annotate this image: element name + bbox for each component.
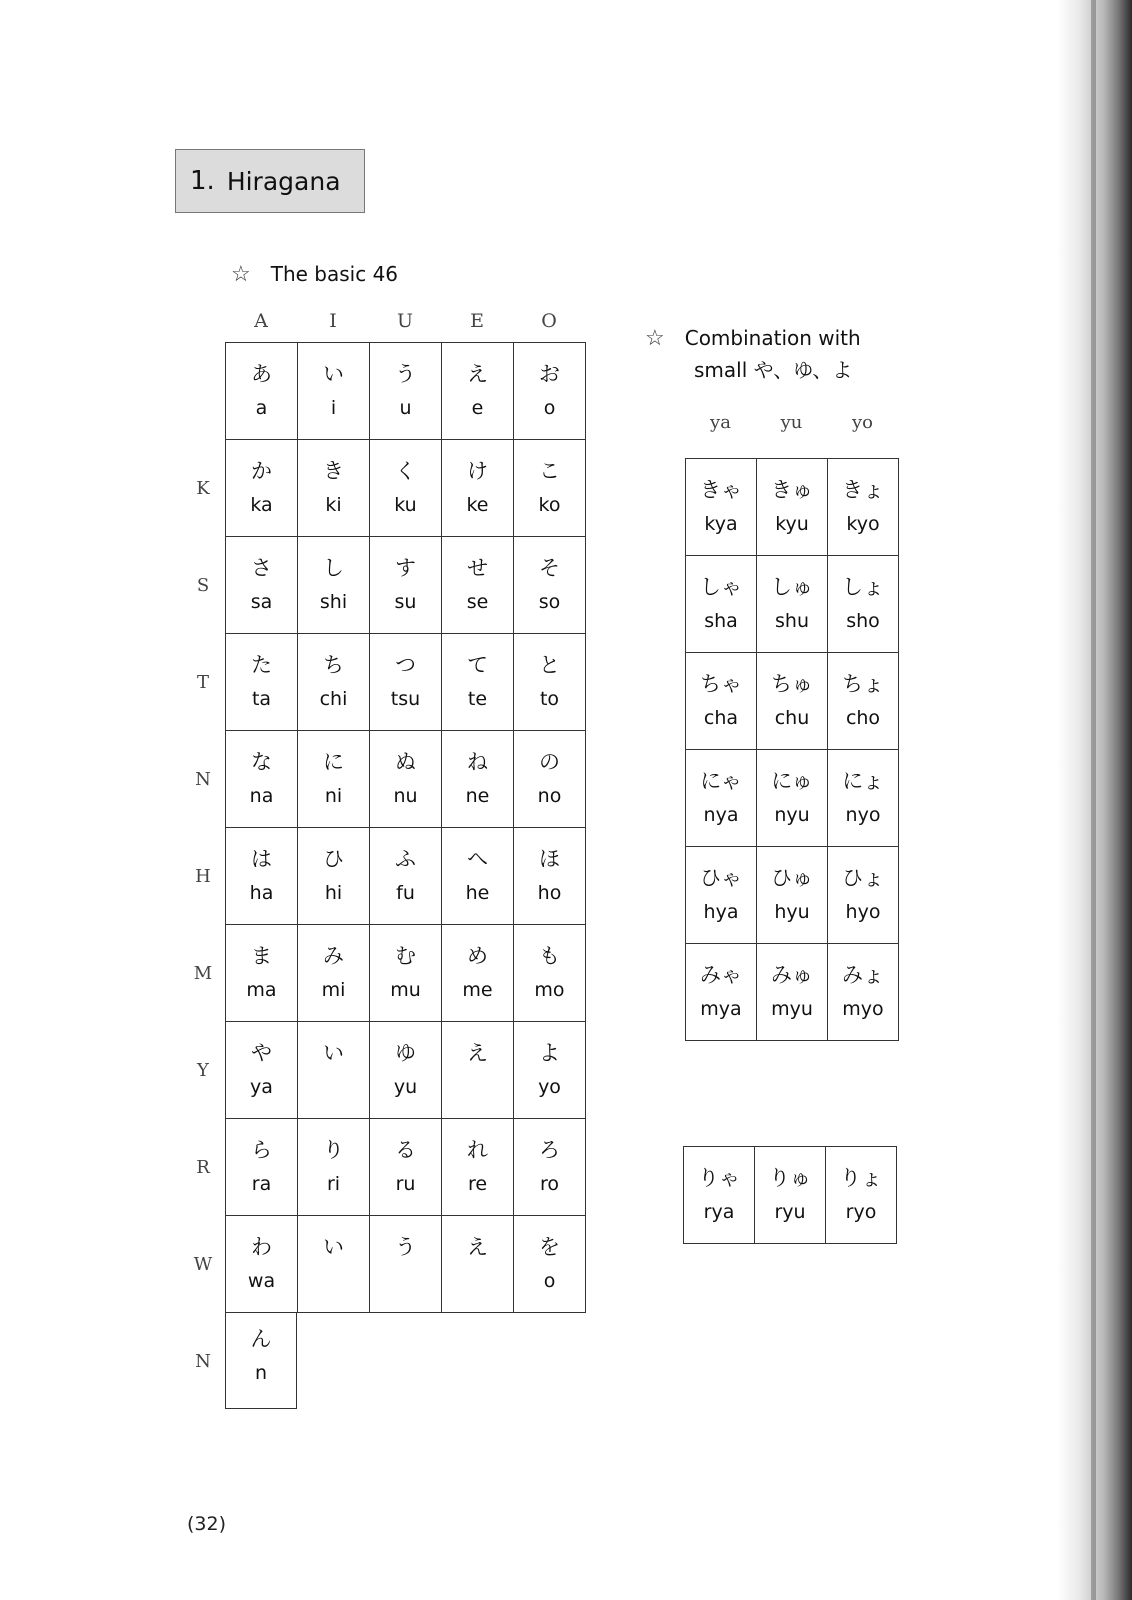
kana-cell bbox=[442, 828, 514, 925]
kana-cell bbox=[828, 653, 899, 750]
table-row bbox=[226, 925, 586, 1022]
romaji-label: to bbox=[539, 688, 560, 710]
kana-char: ん bbox=[250, 1327, 272, 1351]
kana-char: きゃ bbox=[700, 478, 742, 502]
kana-char: へ bbox=[467, 847, 488, 871]
kana-cell bbox=[757, 459, 828, 556]
kana-char: ちゅ bbox=[771, 672, 813, 696]
kana-char: も bbox=[539, 944, 560, 968]
kana-cell bbox=[514, 1119, 586, 1216]
kana-char: り bbox=[323, 1138, 344, 1162]
table-row bbox=[686, 556, 899, 653]
row-label: K bbox=[196, 478, 210, 499]
kana-cell bbox=[442, 537, 514, 634]
kana-char: ちゃ bbox=[700, 672, 742, 696]
kana-cell bbox=[514, 634, 586, 731]
kana-char: け bbox=[467, 459, 488, 483]
column-header: A bbox=[254, 310, 268, 332]
kana-char: む bbox=[395, 944, 416, 968]
kana-cell bbox=[514, 731, 586, 828]
kana-char: りゃ bbox=[698, 1166, 740, 1190]
kana-char: わ bbox=[251, 1235, 272, 1259]
page-edge bbox=[1091, 0, 1096, 1600]
kana-cell bbox=[514, 440, 586, 537]
star-icon: ☆ bbox=[645, 326, 665, 351]
kana-cell bbox=[826, 1147, 897, 1244]
kana-char: りゅ bbox=[769, 1166, 811, 1190]
kana-char: ひょ bbox=[842, 866, 884, 890]
kana-cell bbox=[686, 653, 757, 750]
row-label: N bbox=[195, 1351, 211, 1372]
romaji-label: sha bbox=[704, 610, 738, 632]
romaji-label: su bbox=[394, 591, 417, 613]
kana-cell bbox=[442, 1119, 514, 1216]
kana-cell bbox=[442, 731, 514, 828]
kana-char: く bbox=[395, 459, 416, 483]
kana-cell bbox=[370, 1119, 442, 1216]
kana-cell bbox=[226, 537, 298, 634]
column-header: E bbox=[470, 310, 484, 332]
kana-cell bbox=[298, 634, 370, 731]
romaji-label: a bbox=[255, 397, 268, 419]
romaji-label: sho bbox=[846, 610, 880, 632]
kana-cell bbox=[757, 556, 828, 653]
romaji-label: he bbox=[465, 882, 490, 904]
kana-cell bbox=[828, 556, 899, 653]
kana-cell bbox=[226, 731, 298, 828]
romaji-label: mya bbox=[700, 998, 742, 1020]
romaji-label: sa bbox=[250, 591, 273, 613]
basic-hiragana-table bbox=[225, 342, 586, 1313]
kana-cell bbox=[226, 1022, 298, 1119]
kana-char: みょ bbox=[842, 963, 884, 987]
star-icon: ☆ bbox=[231, 262, 251, 287]
kana-char: る bbox=[395, 1138, 416, 1162]
kana-char: え bbox=[467, 362, 488, 386]
romaji-label: ma bbox=[246, 979, 277, 1001]
kana-cell bbox=[442, 1216, 514, 1313]
romaji-label: nya bbox=[703, 804, 739, 826]
row-label: W bbox=[193, 1254, 213, 1275]
kana-char: ぬ bbox=[395, 750, 416, 774]
romaji-label: re bbox=[467, 1173, 488, 1195]
kana-cell bbox=[370, 1216, 442, 1313]
kana-char: みゃ bbox=[700, 963, 742, 987]
romaji-label: myo bbox=[842, 998, 884, 1020]
romaji-label: mi bbox=[321, 979, 346, 1001]
romaji-label: yo bbox=[538, 1076, 561, 1098]
combination-table bbox=[685, 458, 899, 1041]
section-number: 1. bbox=[190, 166, 215, 196]
romaji-label: ki bbox=[325, 494, 342, 516]
romaji-label: shu bbox=[775, 610, 809, 632]
kana-cell bbox=[757, 750, 828, 847]
kana-char: て bbox=[467, 653, 488, 677]
romaji-label: u bbox=[399, 397, 412, 419]
romaji-label: ta bbox=[251, 688, 272, 710]
kana-cell bbox=[226, 343, 298, 440]
kana-char: きょ bbox=[842, 478, 884, 502]
romaji-label: n bbox=[254, 1362, 268, 1384]
kana-char: ちょ bbox=[842, 672, 884, 696]
romaji-label: ku bbox=[394, 494, 417, 516]
section-title-box bbox=[175, 149, 365, 213]
kana-char: や bbox=[251, 1041, 272, 1065]
romaji-label: te bbox=[467, 688, 488, 710]
romaji-label: e bbox=[471, 397, 484, 419]
column-header: yo bbox=[851, 412, 873, 433]
kana-char: い bbox=[323, 362, 344, 386]
kana-char: ね bbox=[467, 750, 488, 774]
kana-cell bbox=[370, 828, 442, 925]
table-row bbox=[686, 750, 899, 847]
basic-heading-label: The basic 46 bbox=[270, 262, 399, 286]
romaji-label: chi bbox=[319, 688, 348, 710]
romaji-label: wa bbox=[247, 1270, 276, 1292]
romaji-label: kya bbox=[704, 513, 738, 535]
row-label: T bbox=[196, 672, 209, 693]
kana-cell bbox=[298, 537, 370, 634]
kana-char: い bbox=[323, 1041, 344, 1065]
romaji-label: ryo bbox=[845, 1201, 877, 1223]
romaji-label: se bbox=[466, 591, 489, 613]
kana-char: ひ bbox=[323, 847, 344, 871]
table-row bbox=[686, 459, 899, 556]
kana-cell bbox=[442, 634, 514, 731]
kana-cell bbox=[370, 343, 442, 440]
kana-char: りょ bbox=[840, 1166, 882, 1190]
kana-char: の bbox=[539, 750, 560, 774]
row-label: R bbox=[196, 1157, 210, 1178]
kana-cell bbox=[370, 634, 442, 731]
kana-char: にょ bbox=[842, 769, 884, 793]
kana-cell bbox=[828, 750, 899, 847]
kana-char: ま bbox=[251, 944, 272, 968]
kana-char: みゅ bbox=[771, 963, 813, 987]
romaji-label: i bbox=[330, 397, 337, 419]
romaji-label: myu bbox=[771, 998, 813, 1020]
table-row bbox=[226, 731, 586, 828]
table-row bbox=[684, 1147, 897, 1244]
kana-char: しょ bbox=[842, 575, 884, 599]
kana-cell bbox=[298, 1216, 370, 1313]
romaji-label bbox=[442, 1074, 513, 1100]
table-row bbox=[226, 828, 586, 925]
kana-cell bbox=[226, 828, 298, 925]
kana-char: う bbox=[395, 1235, 416, 1259]
kana-char: い bbox=[323, 1235, 344, 1259]
kana-char: にゅ bbox=[771, 769, 813, 793]
romaji-label: me bbox=[462, 979, 493, 1001]
kana-char: は bbox=[251, 847, 272, 871]
romaji-label: hi bbox=[324, 882, 343, 904]
kana-char: お bbox=[539, 362, 560, 386]
romaji-label: ke bbox=[466, 494, 489, 516]
kana-char: な bbox=[251, 750, 272, 774]
kana-cell bbox=[226, 925, 298, 1022]
romaji-label: no bbox=[537, 785, 562, 807]
kana-cell bbox=[370, 440, 442, 537]
romaji-label: ni bbox=[324, 785, 343, 807]
kana-cell bbox=[828, 944, 899, 1041]
romaji-label: ryu bbox=[774, 1201, 806, 1223]
kana-cell bbox=[442, 440, 514, 537]
kana-char: しゅ bbox=[771, 575, 813, 599]
kana-char: しゃ bbox=[700, 575, 742, 599]
romaji-label: tsu bbox=[390, 688, 421, 710]
kana-char: す bbox=[395, 556, 416, 580]
table-row bbox=[226, 440, 586, 537]
romaji-label: nyu bbox=[774, 804, 810, 826]
kana-cell bbox=[298, 440, 370, 537]
column-header: O bbox=[541, 310, 557, 332]
kana-char: に bbox=[323, 750, 344, 774]
romaji-label: yu bbox=[393, 1076, 418, 1098]
kana-char: ひゅ bbox=[771, 866, 813, 890]
kana-char: え bbox=[467, 1235, 488, 1259]
romaji-label: nyo bbox=[845, 804, 881, 826]
romaji-label: hya bbox=[703, 901, 739, 923]
table-row bbox=[226, 1119, 586, 1216]
kana-cell bbox=[298, 1022, 370, 1119]
row-label: S bbox=[196, 575, 210, 596]
romaji-label: na bbox=[249, 785, 274, 807]
kana-char: と bbox=[539, 653, 560, 677]
kana-char: み bbox=[323, 944, 344, 968]
n-kana-cell bbox=[225, 1312, 297, 1409]
kana-char: か bbox=[251, 459, 272, 483]
kana-char: よ bbox=[539, 1041, 560, 1065]
kana-cell bbox=[298, 925, 370, 1022]
kana-char: つ bbox=[395, 653, 416, 677]
romaji-label: ru bbox=[395, 1173, 416, 1195]
table-row bbox=[226, 1022, 586, 1119]
romaji-label bbox=[370, 1268, 441, 1294]
table-row bbox=[686, 944, 899, 1041]
kana-cell bbox=[298, 731, 370, 828]
romaji-label: kyo bbox=[846, 513, 880, 535]
romaji-label: ro bbox=[539, 1173, 560, 1195]
column-header: U bbox=[396, 310, 413, 332]
kana-cell bbox=[298, 1119, 370, 1216]
romaji-label: kyu bbox=[775, 513, 809, 535]
combination-r-table bbox=[683, 1146, 897, 1244]
romaji-label: cha bbox=[703, 707, 739, 729]
kana-cell bbox=[684, 1147, 755, 1244]
table-row bbox=[226, 634, 586, 731]
romaji-label: o bbox=[543, 397, 556, 419]
row-label: M bbox=[193, 963, 213, 984]
kana-char: きゅ bbox=[771, 478, 813, 502]
kana-cell bbox=[686, 459, 757, 556]
romaji-label bbox=[298, 1268, 369, 1294]
kana-cell bbox=[828, 459, 899, 556]
kana-char: う bbox=[395, 362, 416, 386]
kana-char: ふ bbox=[395, 847, 416, 871]
page-number: (32) bbox=[187, 1513, 227, 1535]
kana-cell bbox=[757, 653, 828, 750]
kana-cell bbox=[298, 828, 370, 925]
section-title: Hiragana bbox=[226, 166, 341, 196]
kana-char: あ bbox=[251, 362, 272, 386]
kana-cell bbox=[442, 1022, 514, 1119]
kana-char: せ bbox=[467, 556, 488, 580]
kana-char: た bbox=[251, 653, 272, 677]
row-label: N bbox=[195, 769, 211, 790]
kana-cell bbox=[686, 944, 757, 1041]
column-header: I bbox=[329, 310, 337, 332]
combination-heading-line2: small や、ゆ、よ bbox=[694, 358, 853, 382]
row-label: H bbox=[195, 866, 211, 887]
romaji-label: mo bbox=[534, 979, 565, 1001]
kana-char: し bbox=[323, 556, 344, 580]
column-header: ya bbox=[710, 412, 731, 433]
kana-cell bbox=[514, 1216, 586, 1313]
romaji-label: hyu bbox=[774, 901, 810, 923]
kana-char: き bbox=[323, 459, 344, 483]
romaji-label: ne bbox=[465, 785, 490, 807]
romaji-label: ri bbox=[326, 1173, 341, 1195]
kana-cell bbox=[370, 1022, 442, 1119]
kana-char: そ bbox=[539, 556, 560, 580]
romaji-label: so bbox=[538, 591, 561, 613]
romaji-label: ka bbox=[250, 494, 273, 516]
combination-heading-line1: Combination with bbox=[684, 326, 861, 350]
romaji-label: fu bbox=[396, 882, 415, 904]
kana-cell bbox=[514, 828, 586, 925]
kana-cell bbox=[226, 634, 298, 731]
kana-cell bbox=[226, 440, 298, 537]
romaji-label: hyo bbox=[845, 901, 881, 923]
kana-cell bbox=[298, 343, 370, 440]
kana-cell bbox=[514, 537, 586, 634]
kana-cell bbox=[755, 1147, 826, 1244]
romaji-label: chu bbox=[774, 707, 810, 729]
kana-cell bbox=[226, 1119, 298, 1216]
kana-cell bbox=[686, 750, 757, 847]
kana-cell bbox=[226, 1216, 298, 1313]
kana-char: ひゃ bbox=[700, 866, 742, 890]
kana-char: め bbox=[467, 944, 488, 968]
romaji-label bbox=[298, 1074, 369, 1100]
romaji-label: ko bbox=[538, 494, 561, 516]
basic-heading bbox=[231, 258, 398, 291]
romaji-label: cho bbox=[845, 707, 881, 729]
romaji-label: ho bbox=[537, 882, 562, 904]
romaji-label: nu bbox=[393, 785, 418, 807]
kana-cell bbox=[828, 847, 899, 944]
kana-cell bbox=[757, 847, 828, 944]
romaji-label: rya bbox=[703, 1201, 735, 1223]
table-row bbox=[686, 653, 899, 750]
romaji-label: mu bbox=[390, 979, 421, 1001]
kana-cell bbox=[514, 343, 586, 440]
kana-cell bbox=[370, 925, 442, 1022]
kana-cell bbox=[514, 1022, 586, 1119]
kana-cell bbox=[370, 731, 442, 828]
kana-cell bbox=[686, 556, 757, 653]
kana-char: ち bbox=[323, 653, 344, 677]
romaji-label: ha bbox=[249, 882, 274, 904]
kana-char: さ bbox=[251, 556, 272, 580]
table-row bbox=[226, 1216, 586, 1313]
romaji-label: shi bbox=[319, 591, 348, 613]
kana-char: にゃ bbox=[700, 769, 742, 793]
kana-char: ら bbox=[251, 1138, 272, 1162]
row-label: Y bbox=[197, 1060, 209, 1081]
column-header: yu bbox=[780, 412, 803, 433]
kana-cell bbox=[686, 847, 757, 944]
kana-char: ゆ bbox=[395, 1041, 416, 1065]
kana-char: を bbox=[539, 1235, 560, 1259]
kana-cell bbox=[442, 925, 514, 1022]
kana-char: ほ bbox=[539, 847, 560, 871]
kana-char: ろ bbox=[539, 1138, 560, 1162]
romaji-label: ra bbox=[251, 1173, 272, 1195]
kana-char: こ bbox=[539, 459, 560, 483]
table-row bbox=[226, 537, 586, 634]
combination-heading bbox=[645, 322, 861, 355]
table-row bbox=[686, 847, 899, 944]
kana-cell bbox=[442, 343, 514, 440]
kana-cell bbox=[514, 925, 586, 1022]
kana-cell bbox=[370, 537, 442, 634]
kana-char: え bbox=[467, 1041, 488, 1065]
romaji-label: ya bbox=[250, 1076, 273, 1098]
kana-cell bbox=[757, 944, 828, 1041]
romaji-label: o bbox=[543, 1270, 556, 1292]
kana-char: れ bbox=[467, 1138, 488, 1162]
table-row bbox=[226, 343, 586, 440]
romaji-label bbox=[442, 1268, 513, 1294]
